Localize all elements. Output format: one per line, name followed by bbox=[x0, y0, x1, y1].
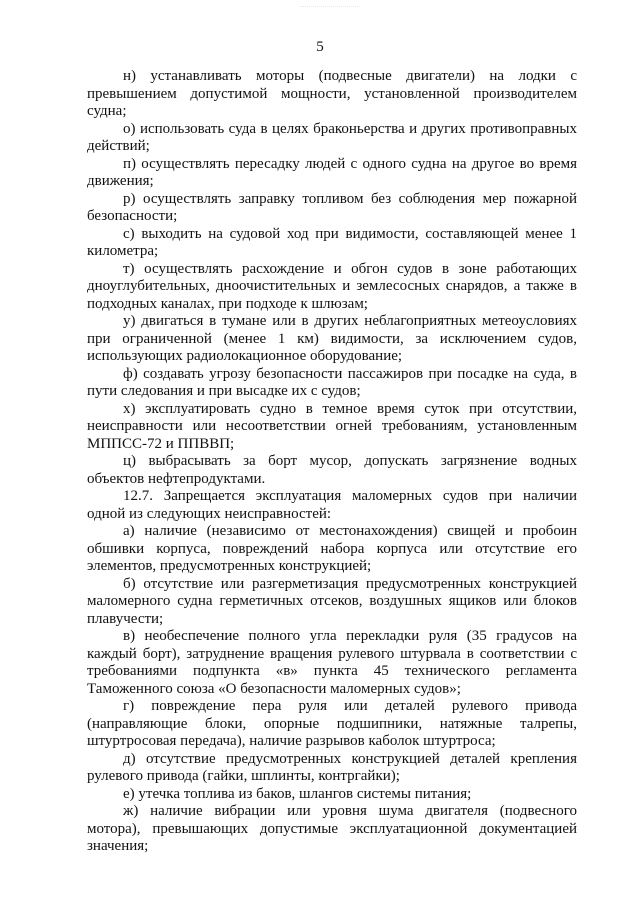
page-number: 5 bbox=[316, 39, 324, 55]
list-item: г) повреждение пера руля или деталей рулевого привода (направляющие блоки, опорные подшипники, натяжные талрепы, штуртросовая передача), наличие разрывов каболок штуртроса; bbox=[87, 698, 577, 749]
list-item: а) наличие (независимо от местонахождения) свищей и пробоин обшивки корпуса, повреждений набора корпуса или отсутствие его элементов, предусмотренных конструкцией; bbox=[87, 523, 577, 574]
section-clause: 12.7. Запрещается эксплуатация маломерных судов при наличии одной из следующих неисправностей: bbox=[87, 488, 577, 522]
list-item: ф) создавать угрозу безопасности пассажиров при посадке на суда, в пути следования и при высадке их с судов; bbox=[87, 365, 577, 399]
list-item: с) выходить на судовой ход при видимости, составляющей менее 1 километра; bbox=[87, 225, 577, 259]
list-item: х) эксплуатировать судно в темное время суток при отсутствии, неисправности или несоответствии огней требованиям, установленным МППСС-72 и ППВВП; bbox=[87, 400, 577, 452]
list-item: д) отсутствие предусмотренных конструкцией деталей крепления рулевого привода (гайки, шплинты, контргайки); bbox=[87, 750, 577, 784]
list-item: н) устанавливать моторы (подвесные двигатели) на лодки с превышением допустимой мощности, установленной производителем судна; bbox=[87, 68, 577, 119]
list-item: ж) наличие вибрации или уровня шума двигателя (подвесного мотора), превышающих допустимые эксплуатационной документацией значения; bbox=[87, 803, 577, 854]
list-item: п) осуществлять пересадку людей с одного судна на другое во время движения; bbox=[87, 155, 577, 189]
list-item: р) осуществлять заправку топливом без соблюдения мер пожарной безопасности; bbox=[87, 190, 577, 224]
list-item: ц) выбрасывать за борт мусор, допускать загрязнение водных объектов нефтепродуктами. bbox=[87, 453, 577, 487]
scan-artifact bbox=[300, 6, 360, 17]
list-item: в) необеспечение полного угла перекладки руля (35 градусов на каждый борт), затруднение вращения рулевого штурвала в соответствии с требованиями подпункта «в» пункта 45 технического регламента Таможенного союза «О безопасности маломерных судов»; bbox=[87, 628, 577, 697]
list-item: е) утечка топлива из баков, шлангов системы питания; bbox=[123, 785, 472, 802]
list-item: о) использовать суда в целях браконьерства и других противоправных действий; bbox=[87, 120, 577, 154]
list-item: т) осуществлять расхождение и обгон судов в зоне работающих дноуглубительных, дноочистительных и землесосных снарядов, а также в подходных каналах, при подходе к шлюзам; bbox=[87, 260, 577, 312]
list-item: б) отсутствие или разгерметизация предусмотренных конструкцией маломерного судна герметичных отсеков, воздушных ящиков или блоков плавучести; bbox=[87, 575, 577, 627]
document-body bbox=[87, 68, 577, 856]
list-item: у) двигаться в тумане или в других неблагоприятных метеоусловиях при ограниченной (менее 1 км) видимости, за исключением судов, использующих радиолокационное оборудование; bbox=[87, 313, 577, 364]
